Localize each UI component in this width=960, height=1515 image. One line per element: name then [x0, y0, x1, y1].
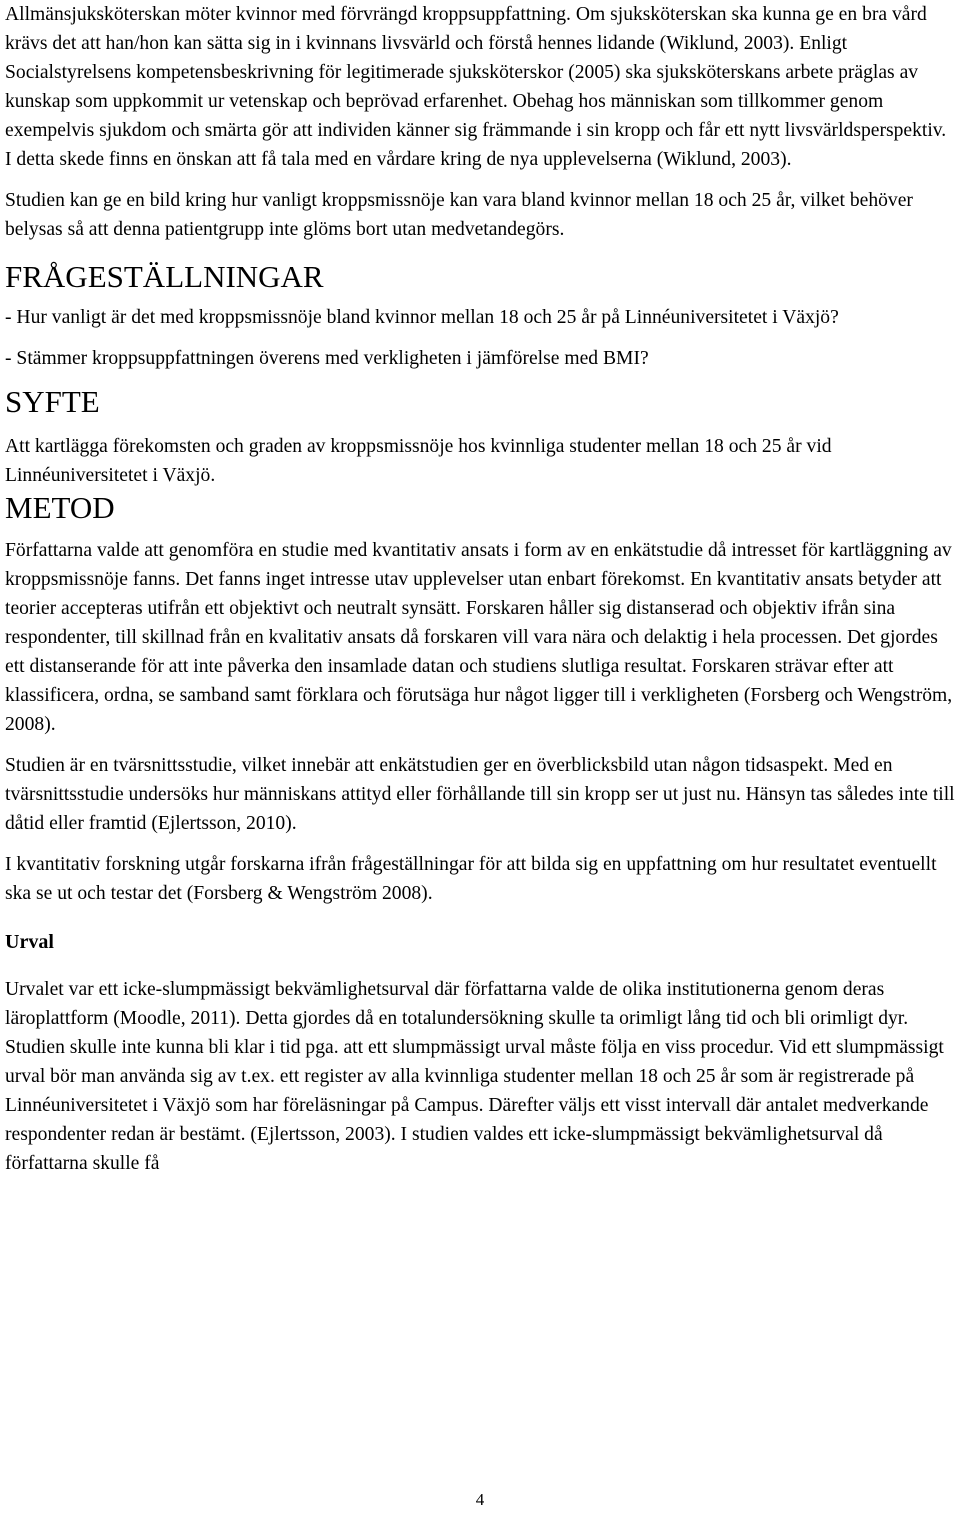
research-question-1: - Hur vanligt är det med kroppsmissnöje bland kvinnor mellan 18 och 25 år på Linnéuniversitetet i Växjö? — [5, 307, 839, 328]
research-question-2: - Stämmer kroppsuppfattningen överens med verkligheten i jämförelse med BMI? — [5, 348, 649, 369]
intro-paragraph: Allmänsjuksköterskan möter kvinnor med förvrängd kroppsuppfattning. Om sjuksköterskan ska kunna ge en bra vård krävs det att han/hon kan sätta sig in i kvinnans livsvärld och förstå hennes lidande (Wiklund, 2003). Enligt Socialstyrelsens kompetensbeskrivning för legitimerade sjuksköterskor (2005) ska sjuksköterskans arbete präglas av kunskap som uppkommit ur vetenskap och beprövad erfarenhet. Obehag hos människan som tillkommer genom exempelvis sjukdom och smärta gör att individen känner sig främmande i sin kropp och får ett nytt livsvärldsperspektiv. I detta skede finns en önskan att få tala med en vårdare kring de nya upplevelserna (Wiklund, 2003). — [5, 4, 947, 170]
metod-paragraph-1: Författarna valde att genomföra en studie med kvantitativ ansats i form av en enkätstudie då intresset för kartläggning av kroppsmissnöje fanns. Det fanns inget intresse utav upplevelser utan enbart förekomst. En kvantitativ ansats betyder att teorier accepteras utifrån ett objektivt och neutralt synsätt. Forskaren håller sig distanserad och objektiv ifrån sina respondenter, till skillnad från en kvalitativ ansats då forskaren vill vara nära och delaktig i hela processen. Det gjordes ett distanserande för att inte påverka den insamlade datan och studiens slutliga resultat. Forskaren strävar efter att klassificera, ordna, se samband samt förklara och förutsäga hur något ligger till i verkligheten (Forsberg och Wengström, 2008). — [5, 540, 953, 735]
syfte-paragraph: Att kartlägga förekomsten och graden av kroppsmissnöje hos kvinnliga studenter mellan 18 och 25 år vid Linnéuniversitetet i Växjö. — [5, 436, 832, 486]
metod-paragraph-2: Studien är en tvärsnittsstudie, vilket innebär att enkätstudien ger en överblicksbild utan någon tidsaspekt. Med en tvärsnittsstudie undersöks hur människans attityd eller förhållande till sin kropp ser ut just nu. Hänsyn tas således inte till dåtid eller framtid (Ejlertsson, 2010). — [5, 755, 955, 834]
urval-paragraph: Urvalet var ett icke-slumpmässigt bekvämlighetsurval där författarna valde de olika institutionerna genom deras läroplattform (Moodle, 2011). Detta gjordes då en totalundersökning skulle ta orimligt lång tid och bli orimligt dyr. Studien skulle inte kunna bli klar i tid pga. att ett slumpmässigt urval måste följa en viss procedur. Vid ett slumpmässigt urval bör man använda sig av t.ex. ett register av alla kvinnliga studenter mellan 18 och 25 år som är registrerade på Linnéuniversitetet i Växjö som har föreläsningar på Campus. Därefter väljs ett visst intervall där antalet medverkande respondenter redan är bestämt. (Ejlertsson, 2003). I studien valdes ett icke-slumpmässigt bekvämlighetsurval då författarna skulle få — [5, 979, 944, 1174]
study-relevance-paragraph: Studien kan ge en bild kring hur vanligt kroppsmissnöje kan vara bland kvinnor mellan 18 och 25 år, vilket behöver belysas så att denna patientgrupp inte glöms bort utan medvetandegörs. — [5, 190, 913, 240]
heading-metod: METOD — [5, 490, 115, 525]
page-number: 4 — [475, 1490, 485, 1509]
metod-paragraph-3: I kvantitativ forskning utgår forskarna ifrån frågeställningar för att bilda sig en uppfattning om hur resultatet eventuellt ska se ut och testar det (Forsberg & Wengström 2008). — [5, 854, 937, 904]
heading-urval: Urval — [5, 931, 54, 953]
heading-fragestallningar: FRÅGESTÄLLNINGAR — [5, 259, 324, 294]
document-page — [5, 0, 957, 1178]
heading-syfte: SYFTE — [5, 384, 100, 419]
